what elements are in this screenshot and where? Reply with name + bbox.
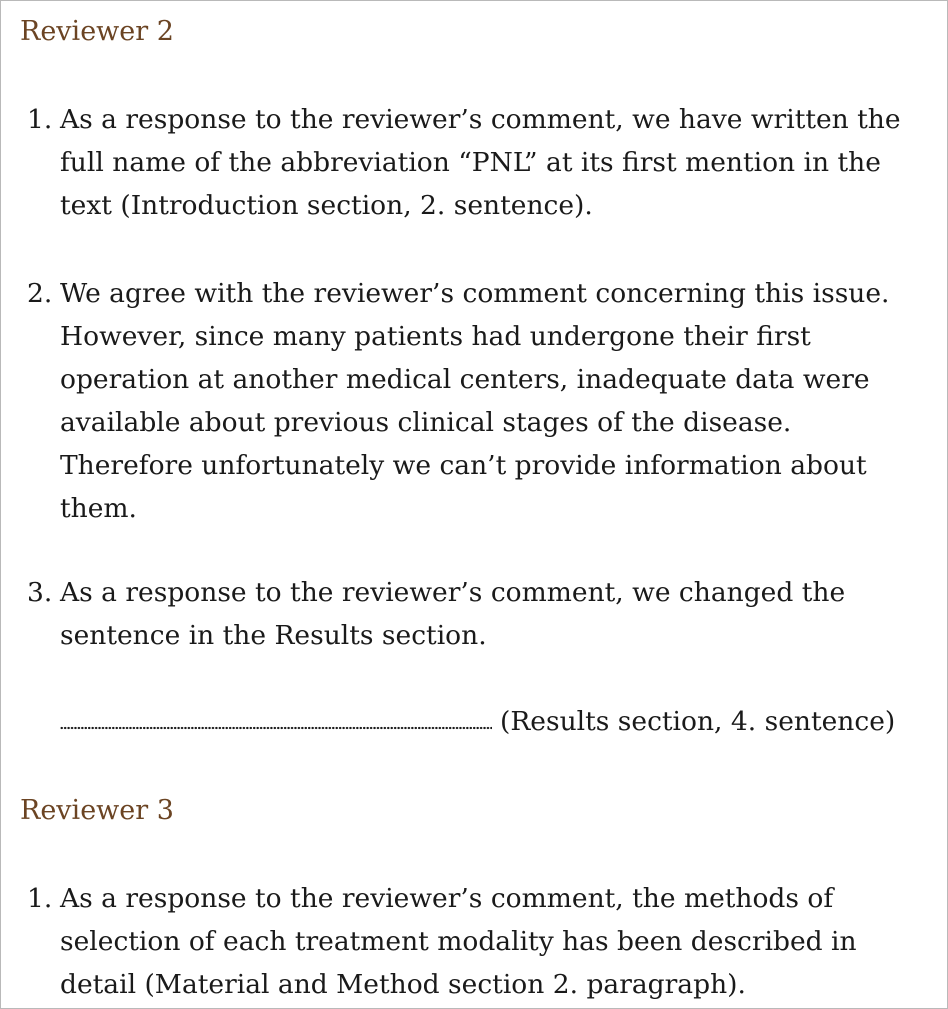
- item-number: 3.: [27, 577, 53, 608]
- reviewer-3-heading: Reviewer 3: [20, 795, 174, 826]
- item-text-line: full name of the abbreviation “PNL” at its first mention in the: [60, 147, 881, 178]
- item-text-line: available about previous clinical stages of the disease.: [60, 407, 792, 438]
- item-text: [60, 272, 927, 530]
- reviewer-3-item-1: [27, 877, 927, 1006]
- reviewer-2-heading: Reviewer 2: [20, 16, 174, 47]
- item-text: [60, 98, 927, 227]
- item-text-line: As a response to the reviewer’s comment, we changed the: [60, 577, 846, 608]
- item-text-line: detail (Material and Method section 2. paragraph).: [60, 969, 746, 1000]
- item-text-line: selection of each treatment modality has been described in: [60, 926, 857, 957]
- item-text: [60, 877, 927, 1006]
- item-text-line: operation at another medical centers, inadequate data were: [60, 364, 870, 395]
- citation-text: (Results section, 4. sentence): [500, 706, 896, 737]
- citation-line: [60, 700, 895, 743]
- reviewer-2-item-1: [27, 98, 927, 227]
- item-text-line: them.: [60, 493, 137, 524]
- item-text: [60, 571, 927, 657]
- item-text-line: However, since many patients had undergone their first: [60, 321, 811, 352]
- item-text-line: We agree with the reviewer’s comment concerning this issue.: [60, 278, 890, 309]
- item-text-line: Therefore unfortunately we can’t provide information about: [60, 450, 867, 481]
- item-text-line: As a response to the reviewer’s comment, the methods of: [60, 883, 834, 914]
- item-number: 1.: [27, 883, 53, 914]
- item-number: 1.: [27, 104, 53, 135]
- dotted-leader: [60, 724, 492, 730]
- item-text-line: text (Introduction section, 2. sentence).: [60, 190, 593, 221]
- item-number: 2.: [27, 278, 53, 309]
- reviewer-2-item-2: [27, 272, 927, 530]
- item-text-line: As a response to the reviewer’s comment, we have written the: [60, 104, 901, 135]
- reviewer-2-item-3: [27, 571, 927, 657]
- item-text-line: sentence in the Results section.: [60, 620, 487, 651]
